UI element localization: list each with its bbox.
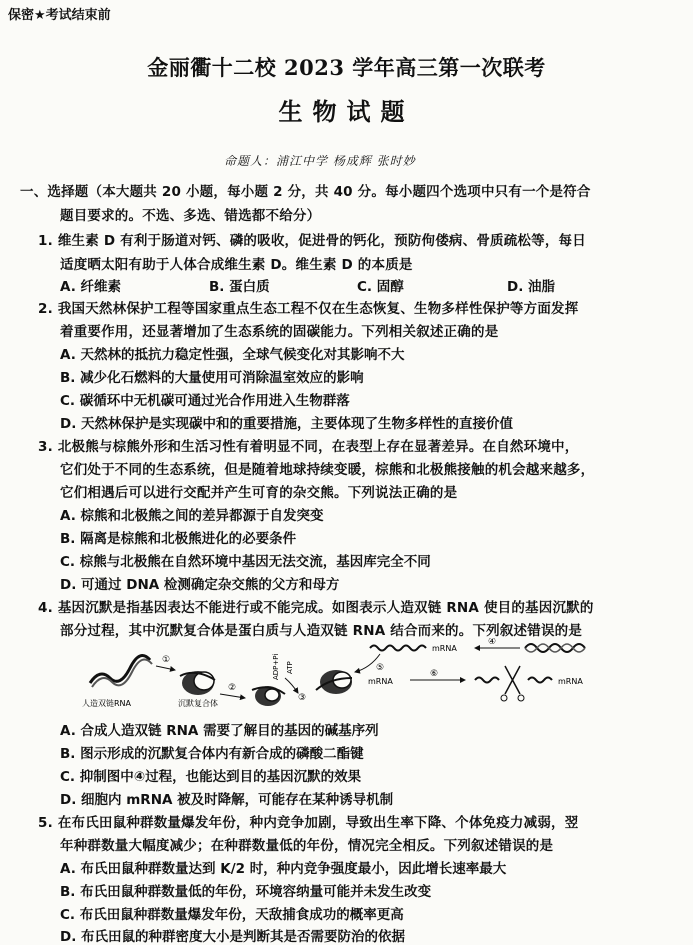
step-3-label: ③ [298,693,307,703]
q2-option-d: D. 天然林保护是实现碳中和的重要措施，主要体现了生物多样性的直接价值 [60,416,514,432]
q3-option-b: B. 隔离是棕熊和北极熊进化的必要条件 [60,531,297,547]
step-1-label: ① [162,655,171,665]
q1-option-c: C. 固醇 [357,279,404,295]
scissors-icon [505,666,520,694]
q1-stem-line1: 1. 维生素 D 有利于肠道对钙、磷的吸收，促进骨的钙化，预防佝偻病、骨质疏松等，每日 [38,233,586,249]
arrow-step-2 [220,694,245,698]
q1-stem-line2: 适度晒太阳有助于人体合成维生素 D。维生素 D 的本质是 [60,257,413,273]
label-mrna-right: mRNA [558,677,583,686]
section-heading-line2: 题目要求的。不选、多选、错选都不给分） [60,208,321,224]
q1-option-b: B. 蛋白质 [209,279,270,295]
q2-stem-line1: 2. 我国天然林保护工程等国家重点生态工程不仅在生态恢复、生物多样性保护等方面发挥 [38,301,579,317]
label-atp: ATP [286,661,294,674]
q2-option-b: B. 减少化石燃料的大量使用可消除温室效应的影响 [60,370,364,386]
section-heading-line1: 一、选择题（本大题共 20 小题，每小题 2 分，共 40 分。每小题四个选项中只有一个是符合 [20,184,591,200]
step-5-label: ⑤ [376,663,385,673]
q4-option-d: D. 细胞内 mRNA 被及时降解，可能存在某种诱导机制 [60,792,394,808]
paper-subtitle: 生物试题 [278,97,415,126]
q5-option-d: D. 布氏田鼠的种群密度大小是判断其是否需要防治的依据 [60,929,406,945]
q5-option-c: C. 布氏田鼠种群数量爆发年份，天敌捕食成功的概率更高 [60,907,404,923]
gene-silencing-figure [80,638,600,718]
q2-option-a: A. 天然林的抵抗力稳定性强，全球气候变化对其影响不大 [60,347,405,363]
mrna-cut-left [475,678,499,683]
confidential-label: 保密★考试结束前 [8,8,111,23]
label-adp: ADP+Pi [272,653,280,680]
step-2-label: ② [228,683,237,693]
q2-stem-line2: 着重要作用，还显著增加了生态系统的固碳能力。下列相关叙述正确的是 [60,324,499,340]
q3-stem-line1: 3. 北极熊与棕熊外形和生活习性有着明显不同，在表型上存在显著差异。在自然环境中， [38,439,579,455]
label-silencing-complex: 沉默复合体 [178,699,218,708]
q3-option-d: D. 可通过 DNA 检测确定杂交熊的父方和母方 [60,577,340,593]
q1-option-d: D. 油脂 [507,279,556,295]
q5-stem-line2: 年种群数量大幅度减少；在种群数量低的年份，情况完全相反。下列叙述错误的是 [60,838,554,854]
step-6-label: ⑥ [430,669,439,679]
q5-stem-line1: 5. 在布氏田鼠种群数量爆发年份，种内竞争加剧，导致出生率下降、个体免疫力减弱，翌 [38,815,579,831]
label-mrna-top: mRNA [432,644,457,653]
mrna-top [370,646,426,651]
q3-option-c: C. 棕熊与北极熊在自然环境中基因无法交流，基因库完全不同 [60,554,431,570]
q3-option-a: A. 棕熊和北极熊之间的差异都源于自发突变 [60,508,324,524]
q4-option-c: C. 抑制图中④过程，也能达到目的基因沉默的效果 [60,769,362,785]
q4-option-a: A. 合成人造双链 RNA 需要了解目的基因的碱基序列 [60,723,379,739]
q5-option-b: B. 布氏田鼠种群数量低的年份，环境容纳量可能并未发生改变 [60,884,432,900]
q2-option-c: C. 碳循环中无机碳可通过光合作用进入生物群落 [60,393,350,409]
q4-stem-line2: 部分过程，其中沉默复合体是蛋白质与人造双链 RNA 结合而来的。下列叙述错误的是 [60,623,583,639]
q4-stem-line1: 4. 基因沉默是指基因表达不能进行或不能完成。如图表示人造双链 RNA 使目的基因沉默的 [38,600,594,616]
q1-option-a: A. 纤维素 [60,279,122,295]
arrow-step-3 [285,678,298,693]
q3-stem-line3: 它们相遇后可以进行交配并产生可育的杂交熊。下列说法正确的是 [60,485,458,501]
q4-option-b: B. 图示形成的沉默复合体内有新合成的磷酸二酯键 [60,746,364,762]
q5-option-a: A. 布氏田鼠种群数量达到 K/2 时，种内竞争强度最小，因此增长速率最大 [60,861,507,877]
label-dsrna: 人造双链RNA [82,699,132,708]
mrna-cut-right [528,678,552,683]
q3-stem-line2: 它们处于不同的生态系统，但是随着地球持续变暖，棕熊和北极熊接触的机会越来越多， [60,462,595,478]
authors-line: 命题人：浦江中学 杨成辉 张时妙 [224,154,416,168]
exam-title: 金丽衢十二校 2023 学年高三第一次联考 [147,55,546,80]
step-4-label: ④ [488,638,497,647]
arrow-step-1 [156,666,175,670]
label-mrna-mid: mRNA [368,677,393,686]
